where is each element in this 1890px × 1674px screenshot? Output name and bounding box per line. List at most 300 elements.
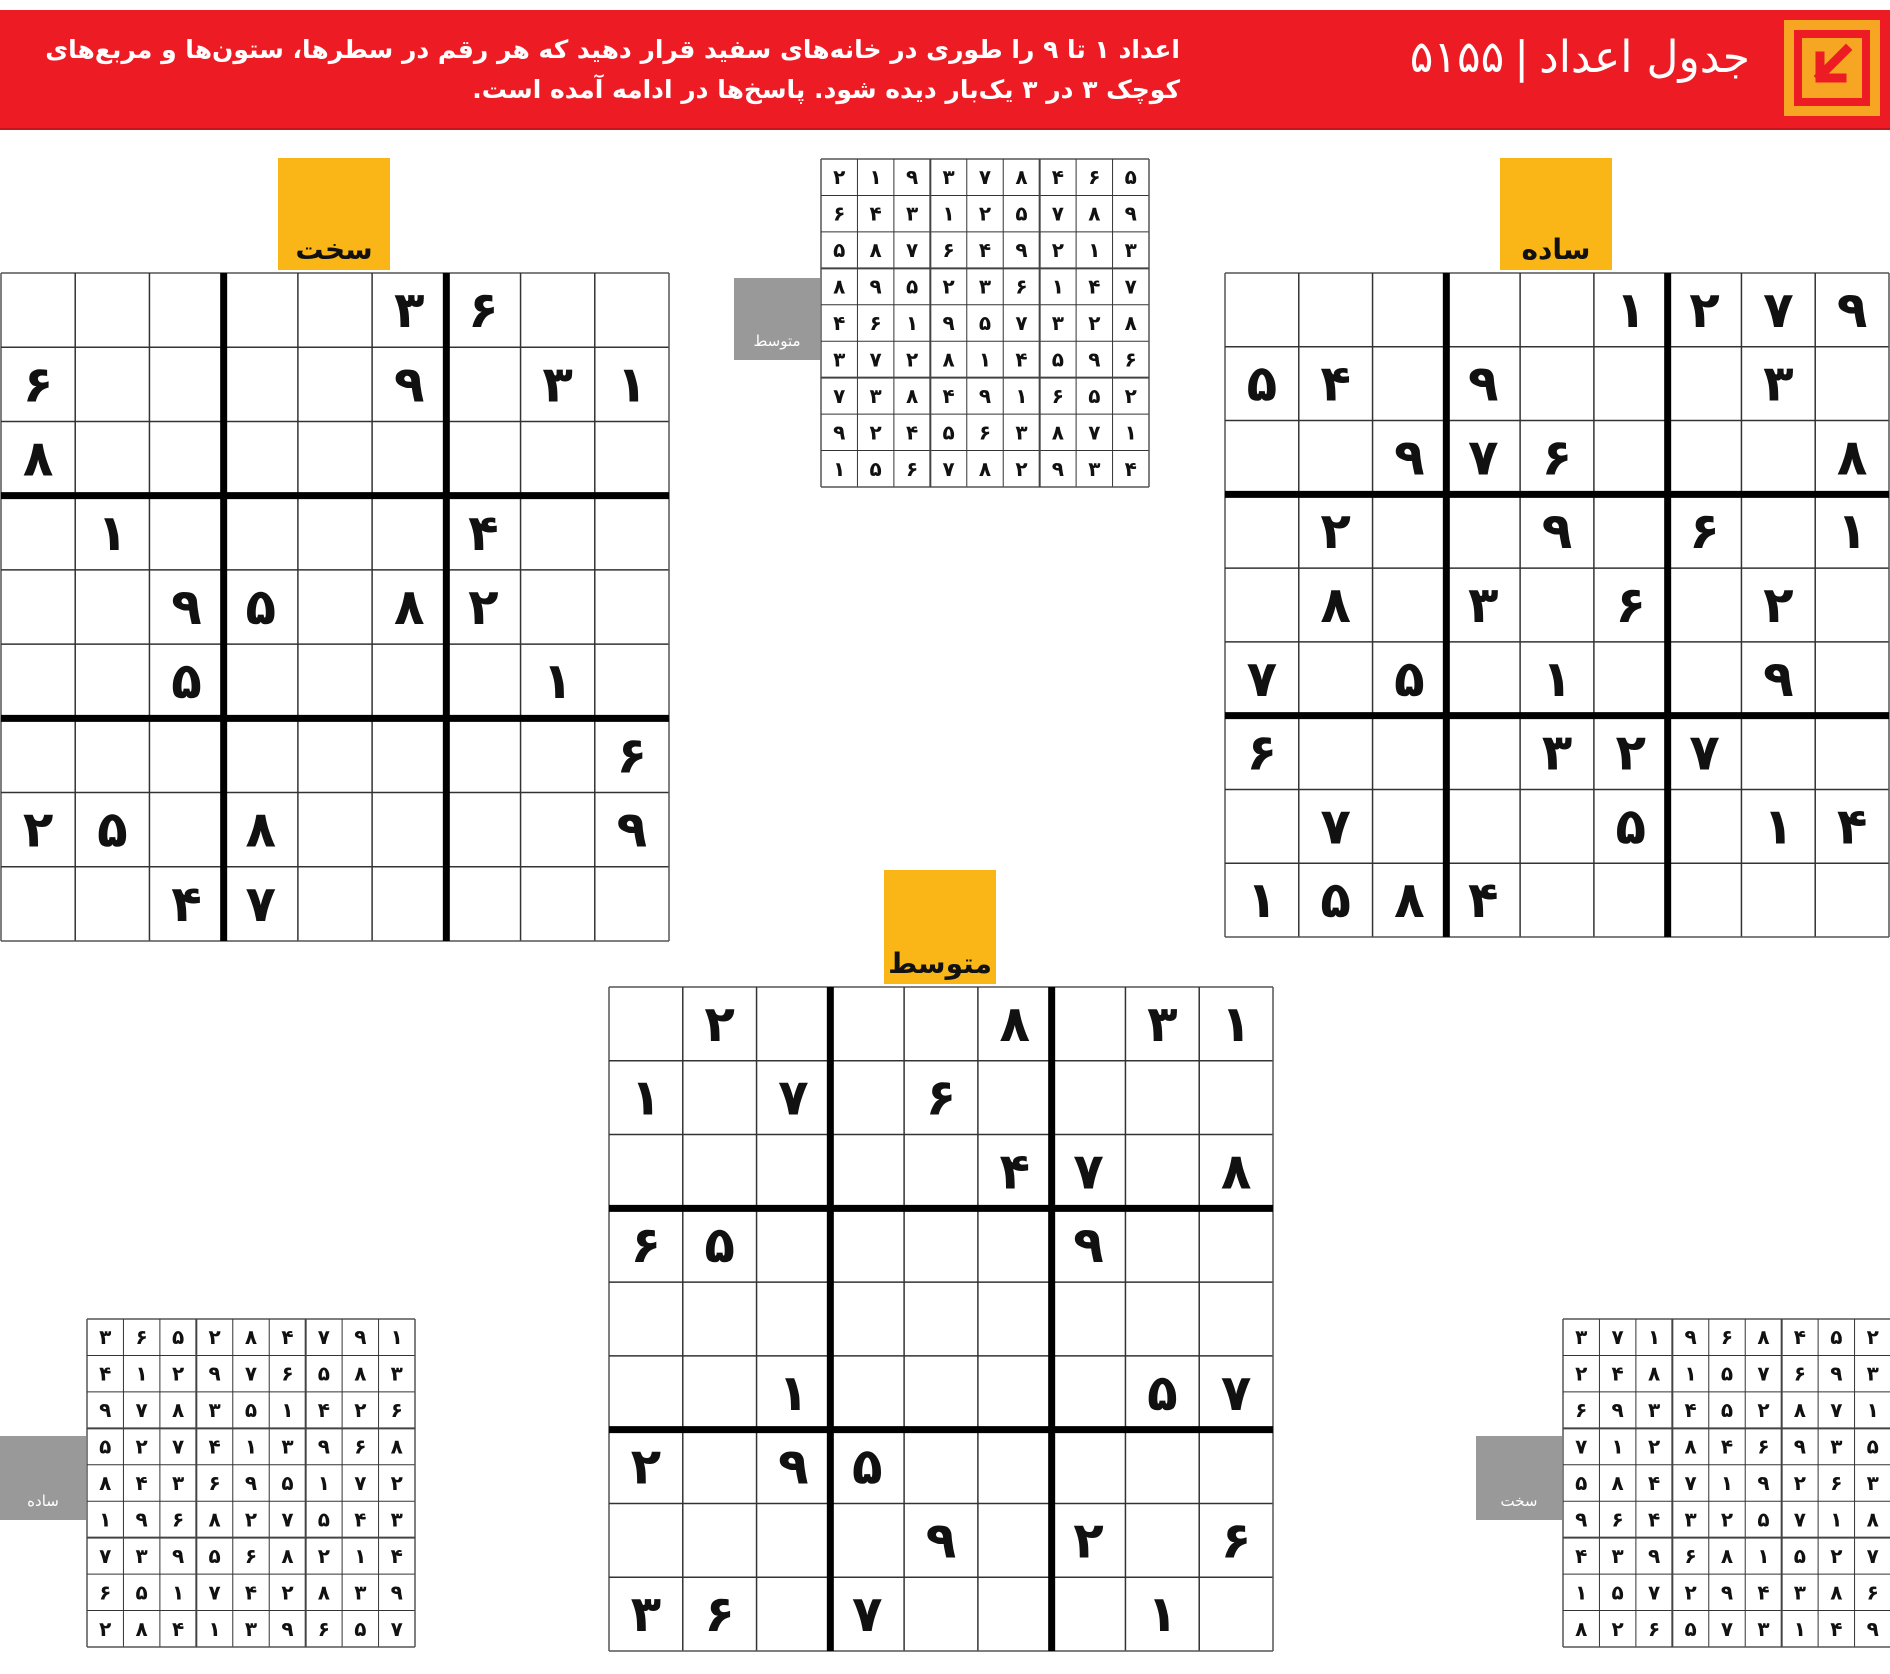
grid-cell-value: ۷ <box>390 1616 403 1641</box>
grid-cell-value: ۷ <box>1793 1507 1806 1532</box>
answer-grid-easy <box>86 1318 416 1652</box>
grid-cell-value: ۲ <box>1088 311 1101 335</box>
grid-cell-value: ۸ <box>1793 1398 1806 1423</box>
grid-cell-value: ۹ <box>1124 201 1137 226</box>
grid-cell-value: ۹ <box>869 274 882 299</box>
grid-cell-value: ۷ <box>1246 649 1278 708</box>
grid-cell-value: ۷ <box>281 1507 294 1532</box>
grid-cell-value: ۱ <box>244 1434 258 1459</box>
grid-cell-value: ۴ <box>999 1142 1031 1201</box>
grid-cell-value: ۷ <box>1073 1142 1104 1201</box>
answer-tag-easy-label: ساده <box>27 1492 59 1510</box>
grid-cell-value: ۹ <box>99 1398 112 1423</box>
grid-cell-value: ۹ <box>390 1580 403 1605</box>
grid-cell-value: ۶ <box>1051 383 1064 408</box>
grid-cell-value: ۲ <box>1684 1580 1697 1605</box>
grid-cell-value: ۵ <box>1720 1361 1734 1386</box>
grid-cell-value: ۱ <box>1757 1543 1770 1568</box>
grid-cell-value: ۳ <box>1015 420 1028 445</box>
grid-cell-value: ۹ <box>1648 1543 1661 1568</box>
grid-cell-value: ۳ <box>1763 354 1794 413</box>
grid-cell-value: ۳ <box>1866 1471 1879 1495</box>
grid-cell-value: ۲ <box>1124 383 1137 408</box>
grid-cell-value: ۵ <box>869 456 882 481</box>
grid-cell-value: ۹ <box>1830 1361 1843 1386</box>
grid-cell-value: ۸ <box>390 1434 403 1459</box>
grid-cell-value: ۶ <box>833 201 846 226</box>
grid-cell-value: ۳ <box>1575 1325 1588 1350</box>
grid-cell-value: ۲ <box>1763 576 1794 634</box>
answer-grid-hard <box>1562 1318 1890 1652</box>
grid-cell-value: ۳ <box>630 1585 662 1644</box>
tag-easy <box>1500 158 1612 270</box>
grid-cell-value: ۷ <box>172 1434 185 1459</box>
grid-cell-value: ۲ <box>1051 238 1064 263</box>
grid-cell-value: ۵ <box>171 652 202 711</box>
grid-cell-value: ۴ <box>171 874 202 933</box>
grid-cell-value: ۴ <box>244 1580 258 1605</box>
grid-cell-value: ۹ <box>925 1511 957 1570</box>
grid-cell-value: ۲ <box>281 1580 294 1605</box>
board-easy-svg <box>1224 272 1890 938</box>
grid-cell-value: ۴ <box>978 238 992 263</box>
grid-cell-value: ۷ <box>135 1398 148 1423</box>
grid-cell-value: ۴ <box>1051 165 1064 190</box>
grid-cell-value: ۸ <box>1757 1325 1770 1350</box>
grid-cell-value: ۵ <box>1147 1363 1178 1422</box>
grid-cell-value: ۵ <box>1394 649 1425 708</box>
grid-cell-value: ۴ <box>1124 456 1137 481</box>
grid-cell-value: ۱ <box>1763 797 1794 856</box>
answer-tag-hard-label: سخت <box>1500 1492 1538 1510</box>
grid-cell-value: ۱ <box>1015 383 1028 408</box>
grid-cell-value: ۸ <box>1866 1507 1879 1532</box>
grid-cell-value: ۶ <box>244 1543 258 1568</box>
grid-cell-value: ۱ <box>135 1361 148 1386</box>
grid-cell-value: ۸ <box>1051 420 1064 445</box>
grid-cell-value: ۵ <box>354 1616 367 1641</box>
sudoku-board-easy <box>1224 272 1890 938</box>
grid-cell-value: ۴ <box>468 503 499 562</box>
grid-cell-value: ۲ <box>1689 280 1720 339</box>
grid-cell-value: ۲ <box>1611 1616 1624 1641</box>
grid-cell-value: ۵ <box>1830 1325 1843 1350</box>
grid-cell-value: ۵ <box>99 1434 112 1459</box>
grid-cell-value: ۱ <box>208 1616 221 1641</box>
grid-cell-value: ۵ <box>1720 1398 1734 1423</box>
page-title <box>1410 32 1750 83</box>
grid-cell-value: ۷ <box>1763 280 1794 339</box>
grid-cell-value: ۳ <box>393 281 425 340</box>
grid-cell-value: ۳ <box>542 355 573 414</box>
grid-cell-value: ۱ <box>1611 1434 1624 1459</box>
grid-cell-value: ۹ <box>1611 1398 1624 1423</box>
grid-cell-value: ۲ <box>1615 723 1647 782</box>
grid-cell-value: ۹ <box>208 1361 221 1386</box>
grid-cell-value: ۶ <box>172 1507 185 1532</box>
grid-cell-value: ۹ <box>135 1507 148 1532</box>
grid-cell-value: ۸ <box>208 1507 221 1532</box>
answer-tag-easy <box>0 1436 86 1520</box>
grid-cell-value: ۷ <box>245 874 277 933</box>
grid-cell-value: ۵ <box>704 1216 735 1275</box>
sudoku-board-medium <box>608 986 1274 1652</box>
grid-cell-value: ۷ <box>942 456 955 481</box>
grid-cell-value: ۶ <box>925 1068 957 1127</box>
grid-cell-value: ۸ <box>833 274 846 299</box>
grid-cell-value: ۲ <box>208 1325 221 1350</box>
grid-cell-value: ۴ <box>1757 1580 1770 1605</box>
grid-cell-value: ۹ <box>1575 1507 1588 1532</box>
grid-cell-value: ۷ <box>1575 1434 1588 1459</box>
grid-cell-value: ۶ <box>1015 274 1028 299</box>
grid-cell-value: ۴ <box>208 1434 221 1459</box>
grid-cell-value: ۳ <box>942 165 955 190</box>
grid-cell-value: ۷ <box>906 238 919 263</box>
grid-cell-value: ۵ <box>1684 1616 1697 1641</box>
grid-cell-value: ۱ <box>833 456 846 481</box>
grid-cell-value: ۲ <box>833 165 846 190</box>
grid-cell-value: ۸ <box>869 238 882 263</box>
grid-cell-value: ۷ <box>1689 723 1720 782</box>
grid-cell-value: ۶ <box>1720 1325 1734 1350</box>
mini-medium-svg <box>820 158 1150 488</box>
grid-cell-value: ۳ <box>1124 238 1137 263</box>
grid-cell-value: ۶ <box>281 1361 294 1386</box>
grid-cell-value: ۶ <box>1793 1361 1806 1386</box>
grid-cell-value: ۹ <box>1073 1216 1104 1275</box>
grid-cell-value: ۵ <box>317 1507 330 1532</box>
grid-cell-value: ۷ <box>1648 1580 1661 1605</box>
grid-cell-value: ۴ <box>1467 871 1499 930</box>
grid-cell-value: ۷ <box>244 1361 258 1386</box>
grid-cell-value: ۳ <box>869 383 882 408</box>
grid-cell-value: ۶ <box>390 1398 403 1423</box>
grid-cell-value: ۱ <box>1793 1616 1806 1641</box>
grid-cell-value: ۷ <box>1051 201 1064 226</box>
grid-cell-value: ۶ <box>616 726 648 785</box>
grid-cell-value: ۷ <box>208 1580 221 1605</box>
grid-cell-value: ۷ <box>1467 428 1499 487</box>
grid-cell-value: ۸ <box>135 1616 148 1641</box>
grid-cell-value: ۳ <box>1051 311 1064 335</box>
grid-cell-value: ۴ <box>135 1471 148 1495</box>
grid-cell-value: ۳ <box>1757 1616 1770 1641</box>
grid-cell-value: ۷ <box>317 1325 330 1350</box>
grid-cell-value: ۶ <box>1541 428 1573 487</box>
grid-cell-value: ۹ <box>1866 1616 1879 1641</box>
grid-cell-value: ۱ <box>616 355 648 414</box>
grid-cell-value: ۳ <box>1467 576 1499 634</box>
grid-cell-value: ۵ <box>172 1325 185 1350</box>
grid-cell-value: ۴ <box>390 1543 403 1568</box>
grid-cell-value: ۶ <box>906 456 919 481</box>
grid-cell-value: ۵ <box>1611 1580 1624 1605</box>
grid-cell-value: ۳ <box>1541 723 1573 782</box>
grid-cell-value: ۱ <box>281 1398 294 1423</box>
grid-cell-value: ۶ <box>99 1580 112 1605</box>
grid-cell-value: ۴ <box>1830 1616 1843 1641</box>
grid-cell-value: ۱ <box>172 1580 185 1605</box>
grid-cell-value: ۲ <box>942 274 955 299</box>
grid-cell-value: ۲ <box>354 1398 367 1423</box>
grid-cell-value: ۵ <box>942 420 955 445</box>
grid-cell-value: ۳ <box>978 274 992 299</box>
grid-cell-value: ۶ <box>704 1585 735 1644</box>
grid-cell-value: ۲ <box>978 201 992 226</box>
title-label: جدول اعداد <box>1539 32 1750 83</box>
grid-cell-value: ۹ <box>942 311 955 335</box>
answer-grid-medium <box>820 158 1150 492</box>
grid-cell-value: ۸ <box>22 429 54 488</box>
grid-cell-value: ۵ <box>1793 1543 1806 1568</box>
grid-cell-value: ۳ <box>1866 1361 1879 1386</box>
tag-easy-label: ساده <box>1521 233 1591 266</box>
grid-cell-value: ۵ <box>244 1398 258 1423</box>
grid-cell-value: ۹ <box>833 420 846 445</box>
grid-cell-value: ۶ <box>1220 1511 1252 1570</box>
answer-tag-medium <box>734 278 820 360</box>
grid-cell-value: ۱ <box>1830 1507 1843 1532</box>
grid-cell-value: ۸ <box>999 994 1031 1053</box>
board-medium-svg <box>608 986 1274 1652</box>
grid-cell-value: ۹ <box>1684 1325 1697 1350</box>
grid-cell-value: ۵ <box>1246 354 1278 413</box>
grid-cell-value: ۵ <box>833 238 846 263</box>
grid-cell-value: ۳ <box>1611 1543 1624 1568</box>
grid-cell-value: ۳ <box>390 1507 403 1532</box>
grid-cell-value: ۱ <box>869 165 882 190</box>
grid-cell-value: ۴ <box>172 1616 185 1641</box>
grid-cell-value: ۶ <box>1757 1434 1770 1459</box>
grid-cell-value: ۴ <box>317 1398 330 1423</box>
grid-cell-value: ۴ <box>99 1361 112 1386</box>
grid-cell-value: ۹ <box>1763 649 1794 708</box>
grid-cell-value: ۴ <box>1575 1543 1588 1568</box>
arrow-down-left-icon <box>1784 20 1880 116</box>
grid-cell-value: ۶ <box>1866 1580 1879 1605</box>
grid-cell-value: ۹ <box>393 355 425 414</box>
grid-cell-value: ۱ <box>1220 994 1252 1053</box>
tag-medium <box>884 870 996 984</box>
grid-cell-value: ۹ <box>778 1437 809 1496</box>
grid-cell-value: ۵ <box>1575 1471 1588 1495</box>
grid-cell-value: ۵ <box>1757 1507 1770 1532</box>
grid-cell-value: ۱ <box>1836 502 1868 561</box>
grid-cell-value: ۹ <box>1757 1471 1770 1495</box>
grid-cell-value: ۲ <box>135 1434 148 1459</box>
grid-cell-value: ۶ <box>22 355 54 414</box>
grid-cell-value: ۲ <box>869 420 882 445</box>
grid-cell-value: ۸ <box>1088 201 1101 226</box>
grid-cell-value: ۹ <box>354 1325 367 1350</box>
grid-cell-value: ۷ <box>1830 1398 1843 1423</box>
grid-cell-value: ۲ <box>468 578 499 636</box>
grid-cell-value: ۵ <box>245 578 277 636</box>
grid-cell-value: ۱ <box>317 1471 330 1495</box>
grid-cell-value: ۶ <box>1611 1507 1624 1532</box>
grid-cell-value: ۵ <box>1320 871 1351 930</box>
grid-cell-value: ۲ <box>317 1543 330 1568</box>
grid-cell-value: ۷ <box>1320 797 1351 856</box>
grid-cell-value: ۷ <box>851 1585 883 1644</box>
grid-cell-value: ۴ <box>1648 1471 1661 1495</box>
grid-cell-value: ۷ <box>1088 420 1101 445</box>
instructions-text: اعداد ۱ تا ۹ را طوری در خانه‌های سفید قرار دهید که هر رقم در سطرها، ستون‌ها و مربع‌های کوچک ۳ در ۳ یک‌بار دیده شود. پاسخ‌ها در ادامه آمده است. <box>45 35 1180 104</box>
grid-cell-value: ۴ <box>1611 1361 1624 1386</box>
grid-cell-value: ۷ <box>1611 1325 1624 1350</box>
grid-cell-value: ۲ <box>99 1616 112 1641</box>
grid-cell-value: ۸ <box>281 1543 294 1568</box>
grid-cell-value: ۴ <box>906 420 919 445</box>
mini-easy-svg <box>86 1318 416 1648</box>
grid-cell-value: ۷ <box>354 1471 367 1495</box>
grid-cell-value: ۱ <box>354 1543 367 1568</box>
grid-cell-value: ۶ <box>630 1216 662 1275</box>
grid-cell-value: ۹ <box>171 578 202 636</box>
grid-cell-value: ۲ <box>22 800 54 859</box>
grid-cell-value: ۹ <box>244 1471 258 1495</box>
grid-cell-value: ۲ <box>1866 1325 1879 1350</box>
grid-cell-value: ۶ <box>869 311 882 335</box>
grid-cell-value: ۷ <box>778 1068 809 1127</box>
grid-cell-value: ۸ <box>354 1361 367 1386</box>
grid-cell-value: ۴ <box>1088 274 1101 299</box>
grid-cell-value: ۱ <box>1088 238 1101 263</box>
grid-cell-value: ۴ <box>354 1507 367 1532</box>
grid-cell-value: ۲ <box>1575 1361 1588 1386</box>
grid-cell-value: ۱ <box>390 1325 403 1350</box>
grid-cell-value: ۷ <box>978 165 992 190</box>
grid-cell-value: ۲ <box>172 1361 185 1386</box>
grid-cell-value: ۸ <box>317 1580 330 1605</box>
grid-cell-value: ۱ <box>1648 1325 1661 1350</box>
grid-cell-value: ۸ <box>1220 1142 1252 1201</box>
grid-cell-value: ۸ <box>172 1398 185 1423</box>
grid-cell-value: ۵ <box>1866 1434 1879 1459</box>
grid-cell-value: ۱ <box>978 347 992 372</box>
grid-cell-value: ۱ <box>942 201 955 226</box>
tag-medium-label: متوسط <box>888 947 992 980</box>
grid-cell-value: ۶ <box>1648 1616 1661 1641</box>
grid-cell-value: ۲ <box>630 1437 662 1496</box>
grid-cell-value: ۹ <box>978 383 992 408</box>
grid-cell-value: ۸ <box>393 578 425 636</box>
grid-cell-value: ۹ <box>1015 238 1028 263</box>
grid-cell-value: ۶ <box>1615 576 1647 634</box>
grid-cell-value: ۳ <box>1648 1398 1661 1423</box>
grid-cell-value: ۱ <box>1246 871 1278 930</box>
grid-cell-value: ۲ <box>1073 1511 1104 1570</box>
grid-cell-value: ۷ <box>1684 1471 1697 1495</box>
grid-cell-value: ۸ <box>1830 1580 1843 1605</box>
grid-cell-value: ۸ <box>1575 1616 1588 1641</box>
grid-cell-value: ۶ <box>1830 1471 1843 1495</box>
grid-cell-value: ۷ <box>99 1543 112 1568</box>
grid-cell-value: ۸ <box>942 347 955 372</box>
grid-cell-value: ۶ <box>1575 1398 1588 1423</box>
grid-cell-value: ۸ <box>1015 165 1028 190</box>
grid-cell-value: ۶ <box>135 1325 148 1350</box>
grid-cell-value: ۸ <box>1124 311 1137 335</box>
grid-cell-value: ۸ <box>1684 1434 1697 1459</box>
grid-cell-value: ۶ <box>1124 347 1137 372</box>
grid-cell-value: ۳ <box>1147 994 1178 1053</box>
grid-cell-value: ۳ <box>390 1361 403 1386</box>
grid-cell-value: ۶ <box>317 1616 330 1641</box>
grid-cell-value: ۶ <box>978 420 992 445</box>
grid-cell-value: ۴ <box>833 311 846 335</box>
grid-cell-value: ۹ <box>1467 354 1499 413</box>
grid-cell-value: ۷ <box>1124 274 1137 299</box>
grid-cell-value: ۸ <box>1836 428 1868 487</box>
grid-cell-value: ۵ <box>97 800 128 859</box>
grid-cell-value: ۵ <box>208 1543 221 1568</box>
grid-cell-value: ۷ <box>869 347 882 372</box>
grid-cell-value: ۸ <box>906 383 919 408</box>
grid-cell-value: ۶ <box>354 1434 367 1459</box>
answer-tag-medium-label: متوسط <box>753 332 801 350</box>
grid-cell-value: ۴ <box>942 383 955 408</box>
grid-cell-value: ۶ <box>468 281 499 340</box>
grid-cell-value: ۱ <box>1124 420 1137 445</box>
grid-cell-value: ۳ <box>354 1580 367 1605</box>
grid-cell-value: ۴ <box>1015 347 1028 372</box>
grid-cell-value: ۷ <box>1220 1363 1252 1422</box>
grid-cell-value: ۶ <box>942 238 955 263</box>
grid-cell-value: ۲ <box>1720 1507 1734 1532</box>
title-separator: | <box>1514 32 1530 83</box>
grid-cell-value: ۳ <box>172 1471 185 1495</box>
grid-cell-value: ۲ <box>1648 1434 1661 1459</box>
grid-cell-value: ۹ <box>1541 502 1573 561</box>
grid-cell-value: ۱ <box>1615 280 1647 339</box>
grid-cell-value: ۱ <box>1051 274 1064 299</box>
grid-cell-value: ۱ <box>542 652 573 711</box>
sudoku-board-hard <box>0 272 670 942</box>
grid-cell-value: ۴ <box>1793 1325 1806 1350</box>
grid-cell-value: ۵ <box>978 311 992 335</box>
grid-cell-value: ۵ <box>851 1437 883 1496</box>
grid-cell-value: ۳ <box>281 1434 294 1459</box>
grid-cell-value: ۲ <box>704 994 735 1053</box>
answer-tag-hard <box>1476 1436 1562 1520</box>
grid-cell-value: ۴ <box>281 1325 294 1350</box>
grid-cell-value: ۲ <box>390 1471 403 1495</box>
grid-cell-value: ۷ <box>1866 1543 1879 1568</box>
grid-cell-value: ۹ <box>616 800 648 859</box>
grid-cell-value: ۹ <box>1394 428 1425 487</box>
grid-cell-value: ۳ <box>1793 1580 1806 1605</box>
logo <box>1784 20 1880 116</box>
grid-cell-value: ۵ <box>317 1361 330 1386</box>
grid-cell-value: ۱ <box>1147 1585 1178 1644</box>
grid-cell-value: ۴ <box>1684 1398 1697 1423</box>
grid-cell-value: ۹ <box>1836 280 1868 339</box>
grid-cell-value: ۶ <box>1689 502 1720 561</box>
grid-cell-value: ۲ <box>244 1507 258 1532</box>
grid-cell-value: ۸ <box>1648 1361 1661 1386</box>
grid-cell-value: ۸ <box>978 456 992 481</box>
grid-cell-value: ۶ <box>208 1471 221 1495</box>
grid-cell-value: ۸ <box>1611 1471 1624 1495</box>
grid-cell-value: ۹ <box>1720 1580 1734 1605</box>
grid-cell-value: ۱ <box>1866 1398 1879 1423</box>
grid-cell-value: ۲ <box>1830 1543 1843 1568</box>
grid-cell-value: ۱ <box>630 1068 662 1127</box>
grid-cell-value: ۹ <box>906 165 919 190</box>
grid-cell-value: ۳ <box>833 347 846 372</box>
